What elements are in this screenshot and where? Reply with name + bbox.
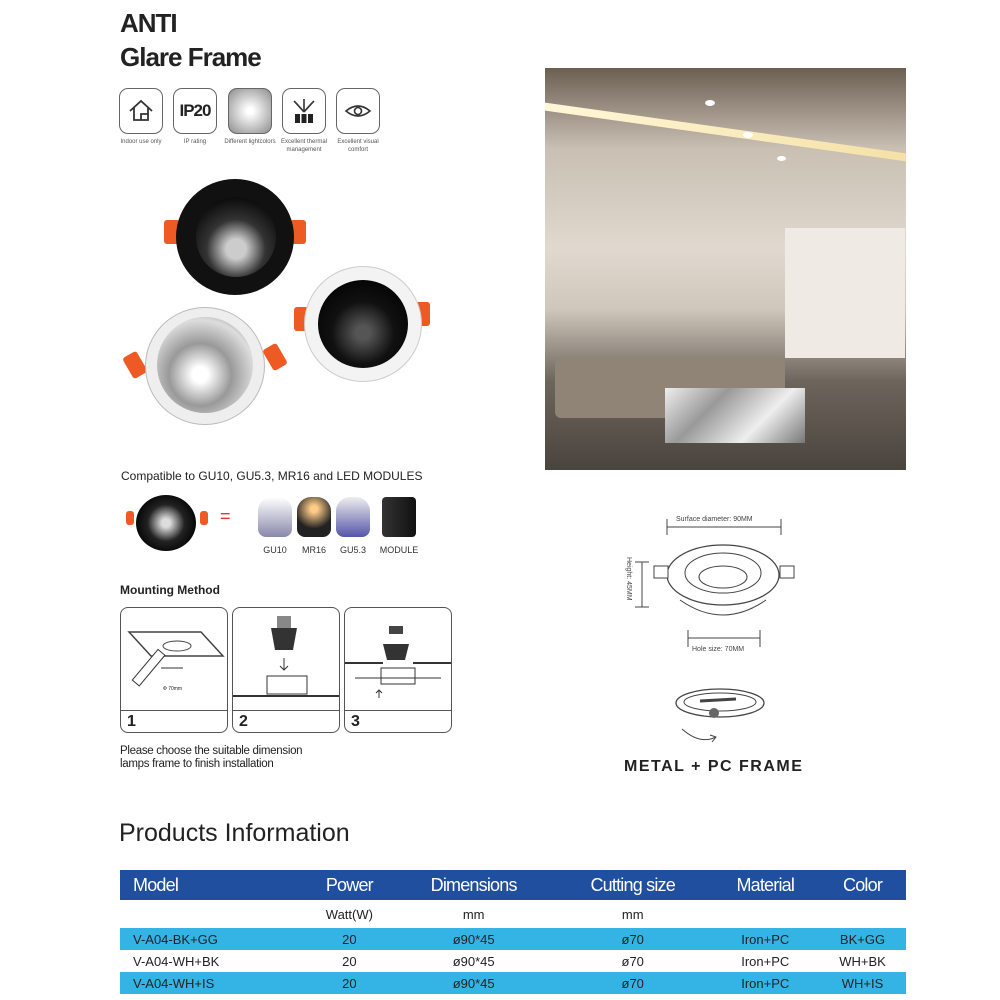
column-header: Power	[305, 870, 393, 900]
table-header-row	[120, 870, 906, 900]
cell: BK+GG	[819, 928, 906, 950]
feature-label: Excellent thermal management	[280, 139, 328, 153]
cell: WH+BK	[839, 953, 886, 969]
gu10-lamp-image	[258, 497, 292, 537]
mounting-title: Mounting Method	[120, 583, 220, 597]
cell: ø90*45	[393, 928, 554, 950]
interior-room-photo	[545, 68, 906, 470]
gradient-light-icon	[228, 88, 272, 134]
cell: Iron+PC	[712, 972, 820, 994]
mounting-step-1	[120, 607, 228, 733]
unit-cell	[120, 900, 305, 928]
table-row	[120, 950, 906, 972]
cell: Iron+PC	[712, 928, 820, 950]
height-label: Height: 45MM	[625, 557, 632, 601]
cell: WH+IS	[819, 972, 906, 994]
column-header: Dimensions	[393, 870, 554, 900]
unit-cell: mm	[462, 906, 485, 922]
product-chrome-frame	[125, 305, 285, 430]
mounting-note	[120, 745, 302, 771]
note-line: Please choose the suitable dimension	[120, 745, 303, 757]
feature-label: Different lightcolors	[224, 139, 276, 145]
title-line1: ANTI	[120, 8, 177, 38]
frame-thumbnail	[126, 495, 208, 551]
surface-diameter-label: Surface diameter: 90MM	[676, 516, 753, 523]
lamp-label: GU10	[263, 545, 287, 555]
cell: ø90*45	[393, 972, 554, 994]
table-row	[120, 972, 906, 994]
cell: 20	[305, 928, 393, 950]
cell: ø90*45	[452, 953, 495, 969]
cell: ø70	[621, 953, 644, 969]
cell: Iron+PC	[741, 953, 790, 969]
step-number: 1	[121, 710, 227, 732]
feature-label: Excellent visual comfort	[337, 139, 379, 153]
title-line2: Glare Frame	[120, 42, 261, 72]
cell: V-A04-WH+IS	[120, 972, 305, 994]
hole-label: Ф 70mm	[163, 686, 183, 692]
frame-material-label: METAL + PC FRAME	[624, 758, 804, 775]
hole-size-label: Hole size: 70MM	[692, 646, 745, 653]
cell: V-A04-BK+GG	[120, 928, 305, 950]
feature-label: IP rating	[183, 139, 207, 145]
note-line: lamps frame to finish installation	[120, 758, 274, 770]
column-header: Color	[819, 870, 906, 900]
unit-cell: mm	[621, 906, 644, 922]
mounting-step-2	[232, 607, 340, 733]
unit-cell: Watt(W)	[325, 906, 373, 922]
thermal-icon	[282, 88, 326, 134]
step-number: 3	[345, 710, 451, 732]
ip20-icon: IP20	[173, 88, 217, 134]
equals-sign: =	[220, 506, 231, 526]
cell: V-A04-WH+BK	[133, 953, 220, 969]
products-table	[120, 870, 906, 994]
cell: ø70	[554, 972, 712, 994]
column-header: Material	[712, 870, 820, 900]
column-header: Model	[120, 870, 305, 900]
unit-cell	[819, 900, 906, 928]
lamp-label: GU5.3	[339, 545, 366, 555]
gu53-lamp-image	[336, 497, 370, 537]
dimension-drawing	[600, 505, 820, 665]
product-white-black-frame	[292, 262, 432, 387]
units-row	[120, 900, 906, 928]
cell: ø70	[554, 928, 712, 950]
unit-cell	[712, 900, 820, 928]
feature-label: Indoor use only	[120, 139, 162, 145]
mr16-lamp-image	[297, 497, 331, 537]
column-header: Cutting size	[554, 870, 712, 900]
step-number: 2	[233, 710, 339, 732]
lamp-label: MODULE	[379, 545, 419, 555]
compatible-text: Compatible to GU10, GU5.3, MR16 and LED MODULES	[121, 469, 423, 483]
product-black-frame	[160, 175, 310, 300]
cell: 20	[305, 972, 393, 994]
module-lamp-image	[382, 497, 416, 537]
house-icon	[119, 88, 163, 134]
rotating-frame-drawing	[670, 685, 770, 749]
lamp-label: MR16	[301, 545, 326, 555]
mounting-step-3	[344, 607, 452, 733]
cell: 20	[342, 953, 357, 969]
table-row	[120, 928, 906, 950]
products-title: Products Information	[119, 819, 350, 847]
eye-icon	[336, 88, 380, 134]
